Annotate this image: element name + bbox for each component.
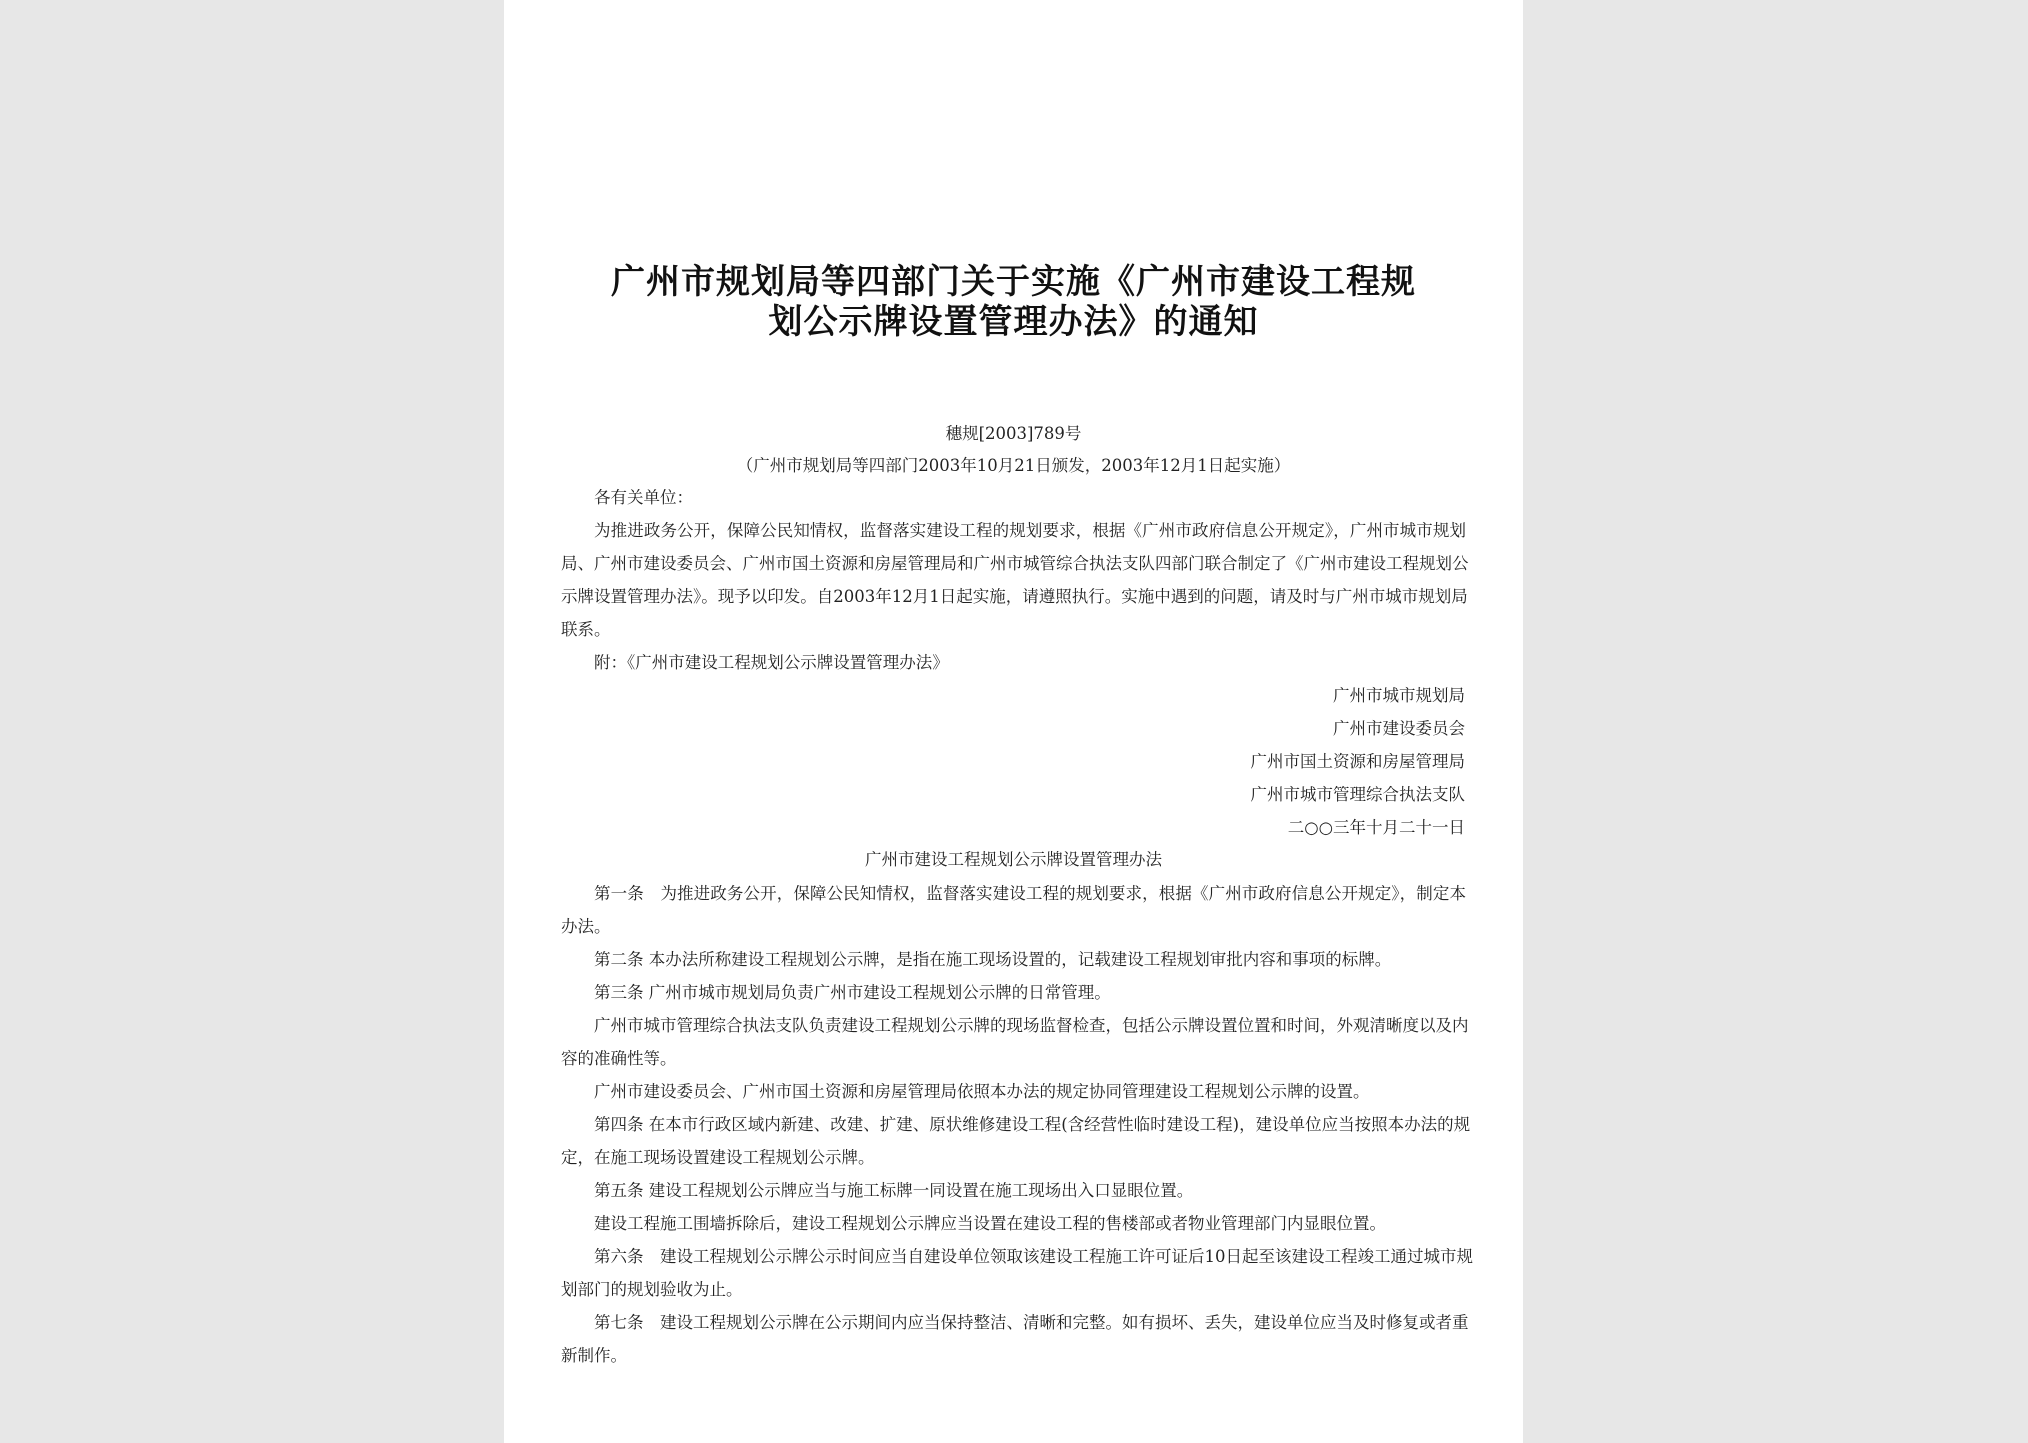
signatory: 广州市城市管理综合执法支队 [1250,785,1465,804]
issue-date: 二○○三年十月二十一日 [1287,818,1465,837]
signatory: 广州市建设委员会 [1333,719,1465,738]
article-line: 新制作。 [561,1346,627,1365]
intro-line: 为推进政务公开，保障公民知情权，监督落实建设工程的规划要求，根据《广州市政府信息公开规定》，广州市城市规划 [594,521,1466,540]
document-title-line-2: 划公示牌设置管理办法》的通知 [768,302,1259,342]
attachment-note: 附：《广州市建设工程规划公示牌设置管理办法》 [594,653,949,672]
signatory: 广州市国土资源和房屋管理局 [1250,752,1465,771]
document-number: 穗规[2003]789号 [945,424,1082,443]
intro-line: 局、广州市建设委员会、广州市国土资源和房屋管理局和广州市城管综合执法支队四部门联合制定了《广州市建设工程规划公 [561,554,1469,573]
intro-line: 示牌设置管理办法》。现予以印发。自2003年12月1日起实施，请遵照执行。实施中遇到的问题，请及时与广州市城市规划局 [561,587,1468,606]
article-line: 第二条 本办法所称建设工程规划公示牌，是指在施工现场设置的，记载建设工程规划审批内容和事项的标牌。 [594,950,1392,969]
article-line: 第四条 在本市行政区域内新建、改建、扩建、原状维修建设工程(含经营性临时建设工程)，建设单位应当按照本办法的规 [594,1115,1471,1134]
article-line: 划部门的规划验收为止。 [561,1280,743,1299]
issue-info: （广州市规划局等四部门2003年10月21日颁发，2003年12月1日起实施） [736,456,1291,475]
measures-title: 广州市建设工程规划公示牌设置管理办法 [865,850,1162,869]
article-line: 定，在施工现场设置建设工程规划公示牌。 [561,1148,875,1167]
article-line: 第六条 建设工程规划公示牌公示时间应当自建设单位领取该建设工程施工许可证后10日起至该建设工程竣工通过城市规 [594,1247,1473,1266]
salutation: 各有关单位： [594,488,693,507]
signatory: 广州市城市规划局 [1333,686,1465,705]
article-line: 第一条 为推进政务公开，保障公民知情权，监督落实建设工程的规划要求，根据《广州市政府信息公开规定》，制定本 [594,884,1466,903]
article-line: 建设工程施工围墙拆除后，建设工程规划公示牌应当设置在建设工程的售楼部或者物业管理部门内显眼位置。 [594,1214,1386,1233]
intro-line: 联系。 [561,620,611,639]
document-title-line-1: 广州市规划局等四部门关于实施《广州市建设工程规 [611,262,1416,302]
article-line: 容的准确性等。 [561,1049,677,1068]
article-line: 广州市建设委员会、广州市国土资源和房屋管理局依照本办法的规定协同管理建设工程规划公示牌的设置。 [594,1082,1370,1101]
article-line: 第三条 广州市城市规划局负责广州市建设工程规划公示牌的日常管理。 [594,983,1111,1002]
article-line: 广州市城市管理综合执法支队负责建设工程规划公示牌的现场监督检查，包括公示牌设置位置和时间，外观清晰度以及内 [594,1016,1469,1035]
article-line: 第七条 建设工程规划公示牌在公示期间内应当保持整洁、清晰和完整。如有损坏、丢失，建设单位应当及时修复或者重 [594,1313,1469,1332]
article-line: 第五条 建设工程规划公示牌应当与施工标牌一同设置在施工现场出入口显眼位置。 [594,1181,1194,1200]
document-page [504,0,1523,1443]
article-line: 办法。 [561,917,611,936]
